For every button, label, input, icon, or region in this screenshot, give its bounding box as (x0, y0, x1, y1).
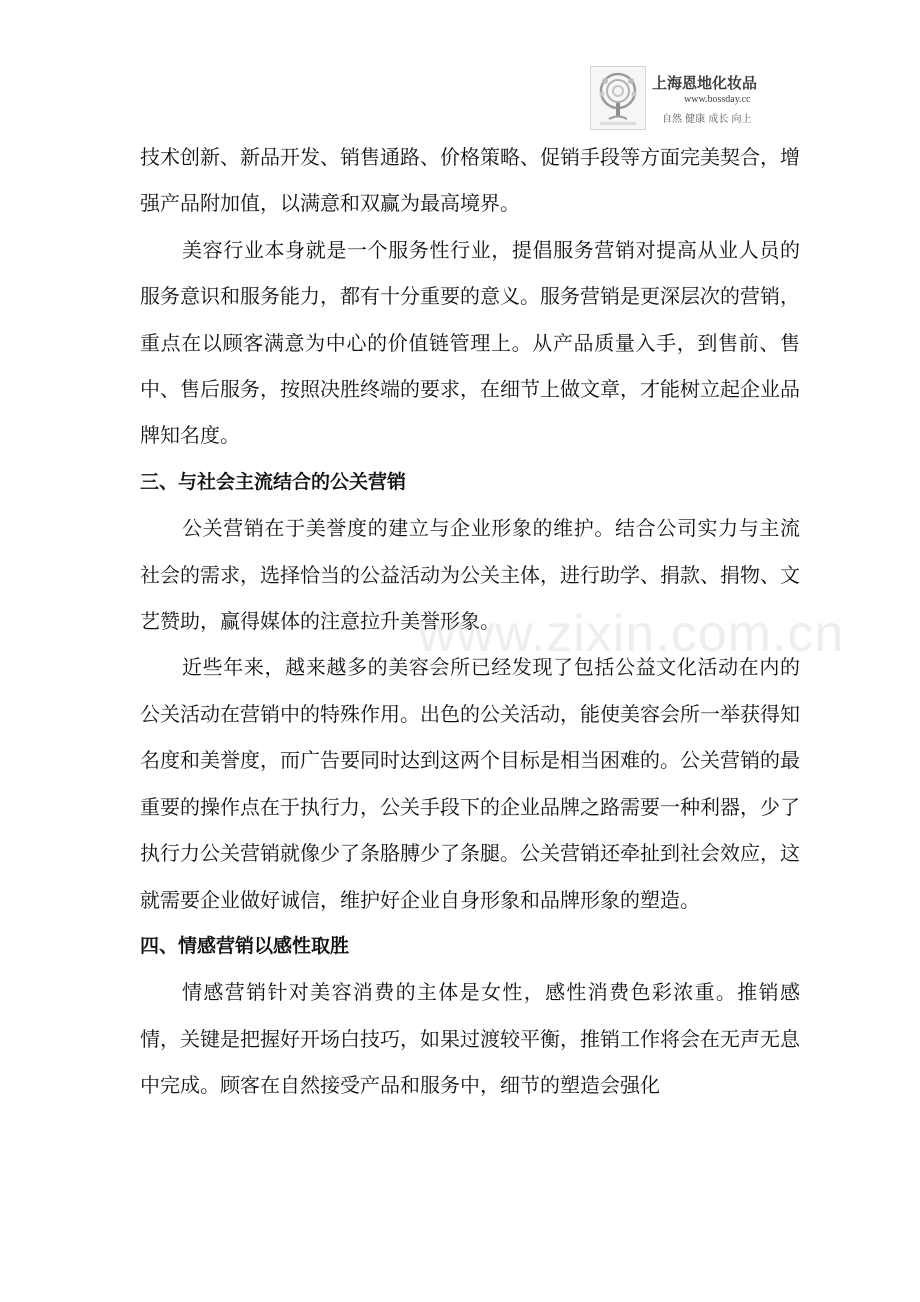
company-name: 上海恩地化妆品 (652, 74, 758, 92)
tree-emblem-icon (590, 66, 646, 130)
paragraph: 技术创新、新品开发、销售通路、价格策略、促销手段等方面完美契合，增强产品附加值，以满意和双赢为最高境界。 (140, 145, 800, 216)
paragraph: 公关营销在于美誉度的建立与企业形象的维护。结合公司实力与主流社会的需求，选择恰当的公益活动为公关主体，进行助学、捐款、捐物、文艺赞助，赢得媒体的注意拉升美誉形象。 (140, 516, 800, 634)
section-heading: 四、情感营销以感性取胜 (140, 934, 350, 957)
paragraph: 近些年来，越来越多的美容会所已经发现了包括公益文化活动在内的公关活动在营销中的特殊作用。出色的公关活动，能使美容会所一举获得知名度和美誉度，而广告要同时达到这两个目标是相当困难的。公关营销的最重要的操作点在于执行力，公关手段下的企业品牌之路需要一种利器，少了执行力公关营销就像少了条胳膊少了条腿。公关营销还牵扯到社会效应，这就需要企业做好诚信，维护好企业自身形象和品牌形象的塑造。 (140, 655, 800, 912)
paragraph: 美容行业本身就是一个服务性行业，提倡服务营销对提高从业人员的服务意识和服务能力，都有十分重要的意义。服务营销是更深层次的营销，重点在以顾客满意为中心的价值链管理上。从产品质量入手，到售前、售中、售后服务，按照决胜终端的要求，在细节上做文章，才能树立起企业品牌知名度。 (140, 237, 800, 448)
company-slogan: 自然 健康 成长 向上 (662, 114, 752, 125)
watermark: www.zixin.com.cn (418, 605, 845, 663)
company-logo (590, 66, 790, 130)
section-heading: 三、与社会主流结合的公关营销 (140, 470, 407, 493)
company-website: www.bossday.cc (684, 94, 751, 105)
document-body (140, 134, 800, 1109)
paragraph: 情感营销针对美容消费的主体是女性，感性消费色彩浓重。推销感情，关键是把握好开场白技巧，如果过渡较平衡，推销工作将会在无声无息中完成。顾客在自然接受产品和服务中，细节的塑造会强化 (140, 980, 800, 1098)
